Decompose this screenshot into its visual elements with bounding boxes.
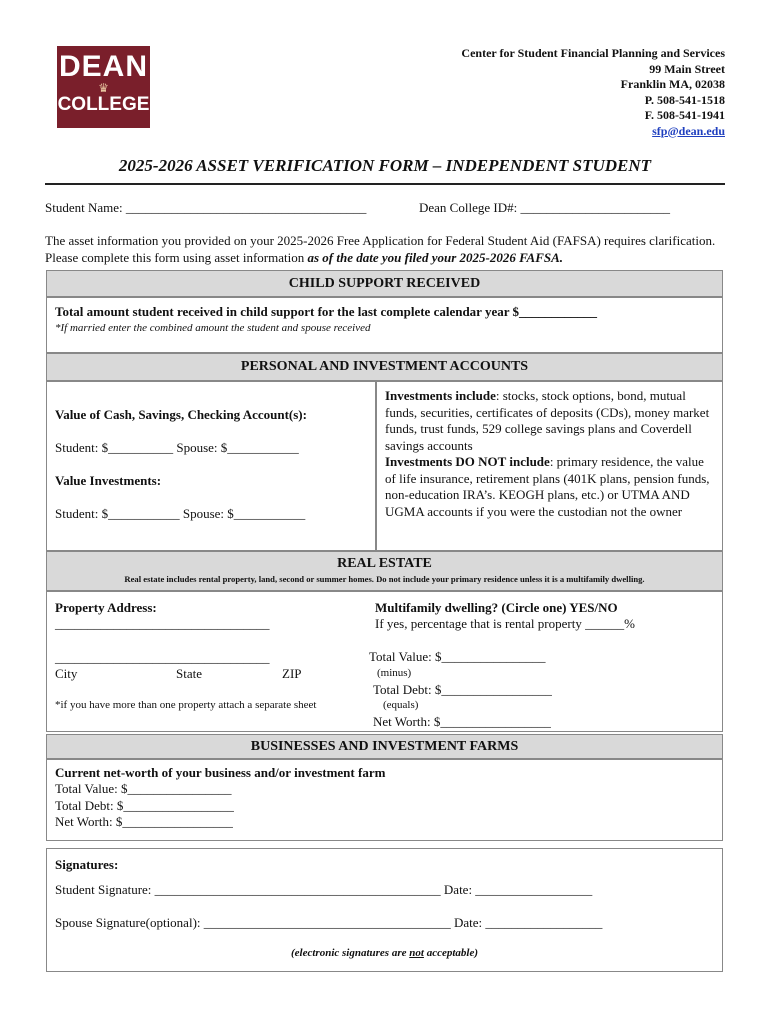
child-support-box — [46, 297, 723, 353]
note-post: acceptable) — [423, 947, 478, 959]
contact-org: Center for Student Financial Planning and Services — [461, 46, 725, 60]
investments-include-label: Investments include — [385, 388, 496, 403]
property-address-line[interactable]: _________________________________ — [55, 616, 270, 631]
city-label: City — [55, 666, 78, 681]
contact-phone: P. 508-541-1518 — [644, 92, 725, 107]
state-label: State — [176, 666, 202, 681]
investments-exclude-text: : primary residence, the value of life insurance, retirement plans (401K plans, pension funds, non-education IRA’s. KEOGH plans, etc.) or UTMA AND UGMA accounts if you were the custodian not the owner — [385, 454, 710, 519]
intro-text: The asset information you provided on your 2025-2026 Free Application for Federal Student Aid (FAFSA) requires clarification. Please complete this form using asset information — [45, 233, 716, 265]
investments-include-text: : stocks, stock options, bond, mutual funds, securities, certificates of deposits (CDs), money market funds, trust funds, 529 college savings plans and Coverdell savings accounts — [385, 388, 710, 453]
business-net-worth-line[interactable]: Net Worth: $_________________ — [55, 814, 233, 829]
business-box — [46, 759, 723, 841]
title-divider — [45, 183, 725, 185]
property-address-line2[interactable]: _________________________________ — [55, 650, 270, 665]
re-total-value-line[interactable]: Total Value: $________________ — [369, 649, 546, 664]
personal-right-box — [376, 381, 723, 551]
multifamily-question[interactable]: Multifamily dwelling? (Circle one) YES/NO — [375, 600, 618, 615]
investments-label: Value Investments: — [55, 473, 162, 488]
business-heading: BUSINESSES AND INVESTMENT FARMS — [46, 734, 723, 759]
dean-college-logo — [57, 46, 150, 128]
child-support-note: *If married enter the combined amount the student and spouse received — [55, 322, 371, 334]
business-total-value-line[interactable]: Total Value: $________________ — [55, 781, 232, 796]
real-estate-subheading: Real estate includes rental property, land, second or summer homes. Do not include your primary residence unless it is a multifamily dwelling. — [124, 574, 645, 584]
logo-line1: DEAN — [58, 50, 148, 83]
business-total-debt-line[interactable]: Total Debt: $_________________ — [55, 798, 234, 813]
student-signature-line[interactable]: Student Signature: ____________________________________________ Date: __________________ — [55, 882, 593, 897]
electronic-signature-note — [47, 947, 722, 959]
real-estate-box — [46, 591, 723, 732]
child-support-heading: CHILD SUPPORT RECEIVED — [46, 270, 723, 297]
signatures-heading: Signatures: — [55, 857, 119, 872]
personal-left-box — [46, 381, 376, 551]
intro-emphasis: as of the date you filed your 2025-2026 FAFSA. — [307, 250, 564, 265]
attach-sheet-note: *if you have more than one property attach a separate sheet — [55, 699, 317, 711]
re-net-worth-line[interactable]: Net Worth: $_________________ — [373, 714, 551, 729]
contact-fax: F. 508-541-1941 — [644, 108, 725, 122]
contact-city: Franklin MA, 02038 — [620, 77, 725, 91]
student-name-field[interactable]: Student Name: _____________________________________ — [45, 200, 367, 215]
logo-line2: COLLEGE — [57, 94, 150, 115]
crest-icon: ♛ — [98, 81, 109, 95]
re-equals-label: (equals) — [383, 699, 419, 711]
zip-label: ZIP — [282, 666, 302, 681]
personal-accounts-heading: PERSONAL AND INVESTMENT ACCOUNTS — [46, 353, 723, 381]
form-title: 2025-2026 ASSET VERIFICATION FORM – INDEPENDENT STUDENT — [118, 156, 652, 175]
contact-email-link[interactable]: sfp@dean.edu — [652, 123, 725, 138]
note-not: not — [409, 947, 424, 959]
signatures-box — [46, 848, 723, 972]
property-address-label: Property Address: — [55, 600, 157, 615]
spouse-signature-line[interactable]: Spouse Signature(optional): ______________________________________ Date: __________________ — [55, 915, 603, 930]
real-estate-heading: REAL ESTATE — [337, 556, 432, 571]
cash-label: Value of Cash, Savings, Checking Account(s): — [55, 407, 307, 422]
investments-amount-line[interactable]: Student: $___________ Spouse: $___________ — [55, 506, 306, 521]
re-total-debt-line[interactable]: Total Debt: $_________________ — [373, 682, 552, 697]
business-networth-label: Current net-worth of your business and/or investment farm — [55, 765, 386, 780]
investments-definition — [385, 388, 715, 520]
college-id-field[interactable]: Dean College ID#: _______________________ — [419, 200, 670, 215]
rental-percentage-line[interactable]: If yes, percentage that is rental property ______% — [375, 616, 635, 631]
real-estate-heading-block — [46, 551, 723, 591]
re-minus-label: (minus) — [377, 667, 412, 679]
cash-amount-line[interactable]: Student: $__________ Spouse: $___________ — [55, 440, 299, 455]
child-support-line[interactable]: Total amount student received in child support for the last complete calendar year $____________ — [55, 304, 598, 319]
intro-paragraph — [45, 232, 725, 266]
note-pre: (electronic signatures are — [291, 947, 410, 959]
investments-exclude-label: Investments DO NOT include — [385, 454, 550, 469]
contact-block — [461, 46, 725, 139]
contact-street: 99 Main Street — [649, 61, 725, 76]
